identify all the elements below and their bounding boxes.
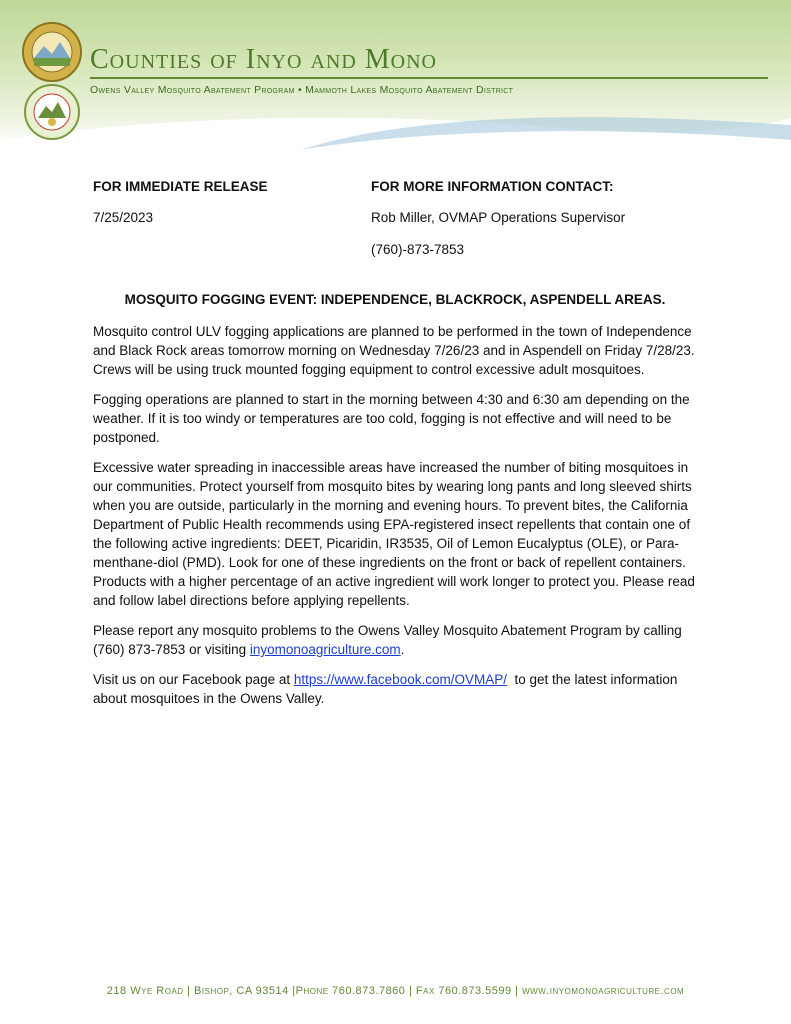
press-release-headline: MOSQUITO FOGGING EVENT: INDEPENDENCE, BLACKROCK, ASPENDELL AREAS.: [124, 292, 666, 307]
report-text-end: .: [400, 642, 405, 657]
contact-name: Rob Miller, OVMAP Operations Supervisor: [371, 210, 626, 225]
press-release-body: [93, 322, 705, 719]
paragraph-fogging-schedule: Mosquito control ULV fogging applications are planned to be performed in the town of Independence and Black Rock areas tomorrow morning on Wednesday 7/26/23 and in Aspendell on Friday 7/28/23. Crews will be using truck mounted fogging equipment to control excessive adult mosquitoes.: [93, 324, 695, 377]
release-label: FOR IMMEDIATE RELEASE: [93, 179, 268, 194]
paragraph-repellent-advice: Excessive water spreading in inaccessible areas have increased the number of biting mosquitoes in our communities. Protect yourself from mosquito bites by wearing long pants and long sleeved shirts when you are outside, particularly in the morning and evening hours. To prevent bites, the California Department of Public Health recommends using EPA-registered insect repellents that contain one of the following active ingredients: DEET, Picaridin, IR3535, Oil of Lemon Eucalyptus (OLE), or Para-menthane-diol (PMD). Look for one of these ingredients on the front or back of repellent containers. Products with a higher percentage of an active ingredient will work longer to protect you. Please read and follow label directions before applying repellents.: [93, 460, 695, 608]
facebook-text: Visit us on our Facebook page at: [93, 672, 294, 687]
paragraph-fogging-times: Fogging operations are planned to start in the morning between 4:30 and 6:30 am depending on the weather. If it is too windy or temperatures are too cold, fogging is not effective and will need to be postponed.: [93, 392, 690, 445]
mono-seal-icon: [26, 86, 78, 138]
paragraph-facebook: [93, 670, 705, 708]
title-divider: [90, 77, 768, 79]
agriculture-website-link[interactable]: inyomonoagriculture.com: [249, 642, 401, 657]
inyo-county-seal: [22, 22, 82, 82]
facebook-text-end: to get the latest information about mosquitoes in the Owens Valley.: [93, 672, 682, 706]
contact-label: FOR MORE INFORMATION CONTACT:: [371, 179, 614, 194]
contact-phone: (760)-873-7853: [371, 242, 465, 257]
letterhead-footer: 218 Wye Road | Bishop, CA 93514 |Phone 760.873.7860 | Fax 760.873.5599 | www.inyomonoagriculture.com: [106, 985, 685, 997]
report-text: Please report any mosquito problems to the Owens Valley Mosquito Abatement Program by calling (760) 873-7853 or visiting: [93, 623, 682, 657]
letterhead-subtitle: Owens Valley Mosquito Abatement Program • Mammoth Lakes Mosquito Abatement District: [90, 84, 514, 96]
facebook-link[interactable]: https://www.facebook.com/OVMAP/: [293, 672, 507, 687]
letterhead-title: Counties of Inyo and Mono: [90, 44, 437, 75]
release-date: 7/25/2023: [93, 210, 154, 225]
inyo-seal-icon: [24, 24, 80, 80]
paragraph-report-problems: [93, 621, 705, 659]
mono-county-seal: [24, 84, 80, 140]
